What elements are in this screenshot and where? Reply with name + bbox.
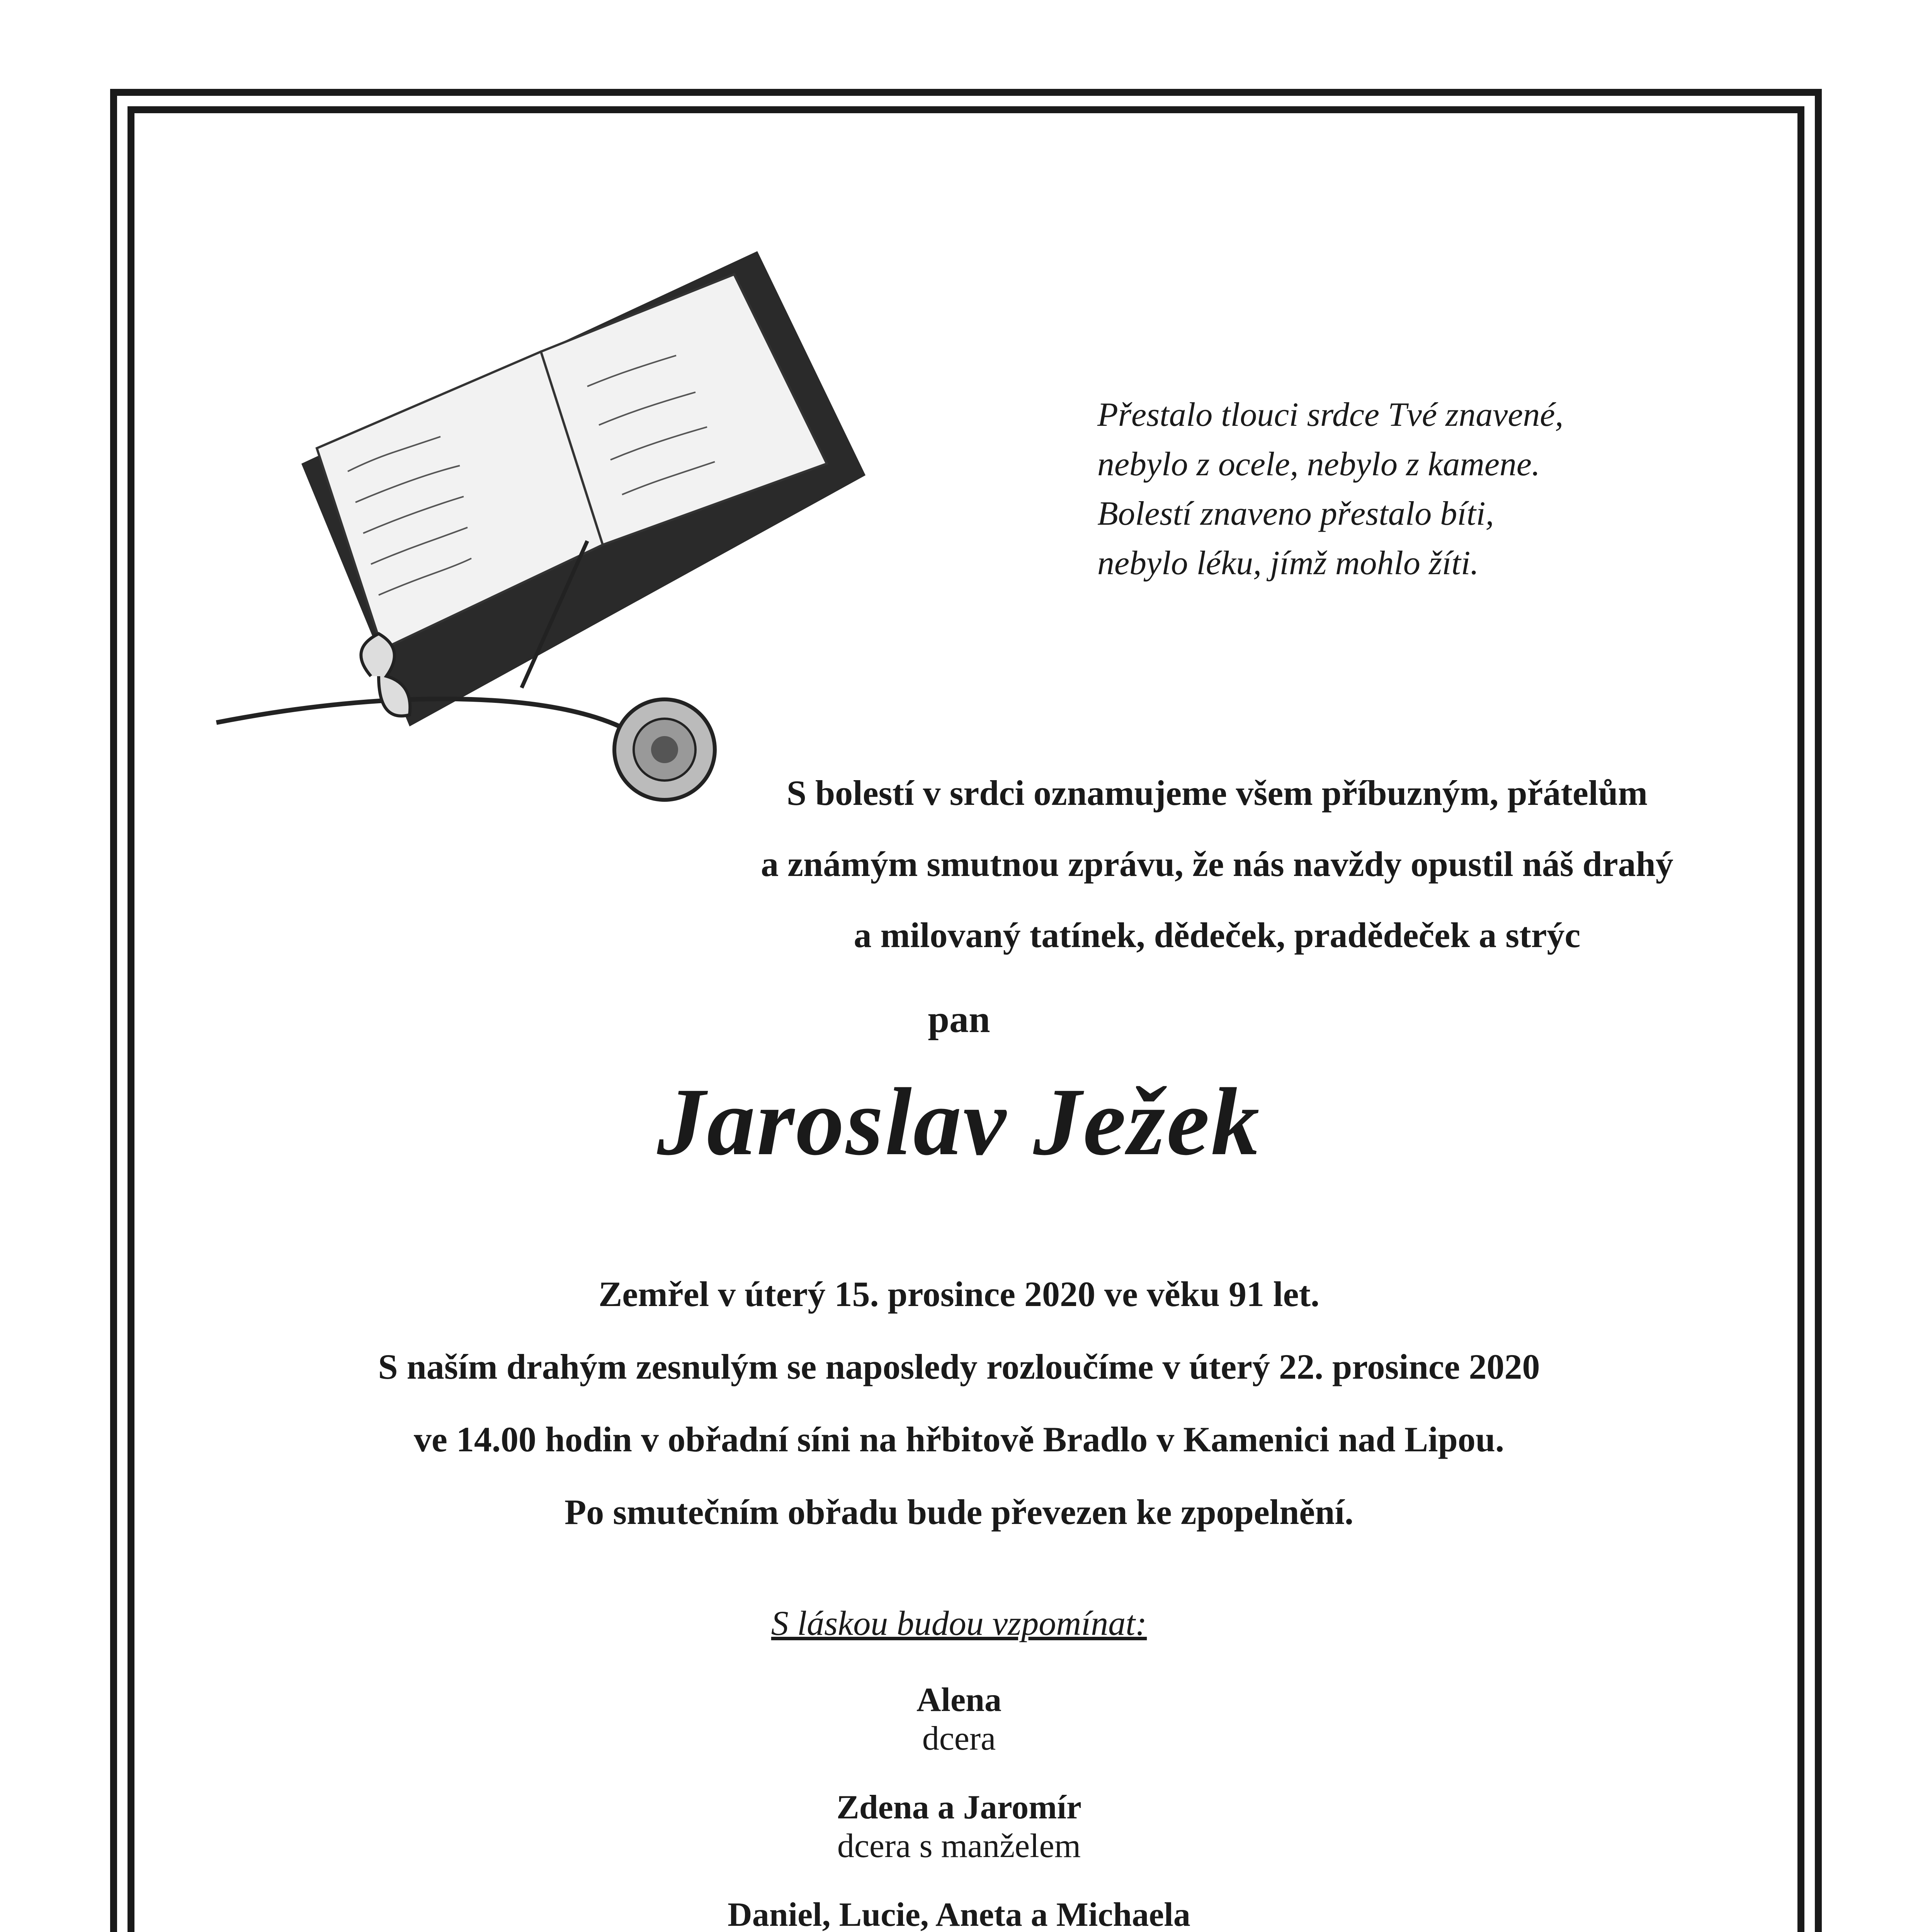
mourner-group [0, 1896, 1918, 1932]
title-prefix: pan [928, 998, 990, 1041]
memory-heading [0, 1604, 1918, 1643]
announcement-line: a milovaný tatínek, dědeček, pradědeček a strýc [854, 915, 1581, 955]
details-line: Po smutečním obřadu bude převezen ke zpopelnění. [565, 1492, 1353, 1532]
memory-heading-text: S láskou budou vzpomínat: [771, 1604, 1147, 1643]
mourner-group [0, 1681, 1918, 1758]
poem-line: Přestalo tlouci srdce Tvé znavené, [1097, 396, 1564, 434]
poem-line: Bolestí znaveno přestalo bíti, [1097, 495, 1494, 532]
mourner-relation: dcera [922, 1720, 996, 1757]
announcement-line: S bolestí v srdci oznamujeme všem příbuzným, přátelům [786, 773, 1648, 813]
mourner-relation: dcera s manželem [837, 1827, 1081, 1865]
details-line: S naším drahým zesnulým se naposledy rozloučíme v úterý 22. prosince 2020 [378, 1347, 1540, 1386]
funeral-details [0, 1258, 1918, 1548]
poem-line: nebylo z ocele, nebylo z kamene. [1097, 446, 1540, 483]
mourner-name: Daniel, Lucie, Aneta a Michaela [728, 1896, 1190, 1932]
poem-line: nebylo léku, jímž mohlo žíti. [1097, 544, 1479, 582]
details-line: Zemřel v úterý 15. prosince 2020 ve věku 91 let. [598, 1274, 1320, 1314]
announcement-line: a známým smutnou zprávu, že nás navždy opustil náš drahý [761, 844, 1673, 884]
book-and-rose-illustration [201, 224, 927, 842]
mourner-group [0, 1788, 1918, 1866]
announcement [657, 757, 1777, 971]
memorial-poem [1097, 390, 1754, 588]
mourners-list [0, 1681, 1918, 1932]
mourner-name: Zdena a Jaromír [837, 1789, 1081, 1826]
mourner-name: Alena [916, 1681, 1002, 1719]
deceased-name: Jaroslav Ježek [657, 1068, 1261, 1175]
details-line: ve 14.00 hodin v obřadní síni na hřbitově Bradlo v Kamenici nad Lipou. [414, 1420, 1504, 1459]
